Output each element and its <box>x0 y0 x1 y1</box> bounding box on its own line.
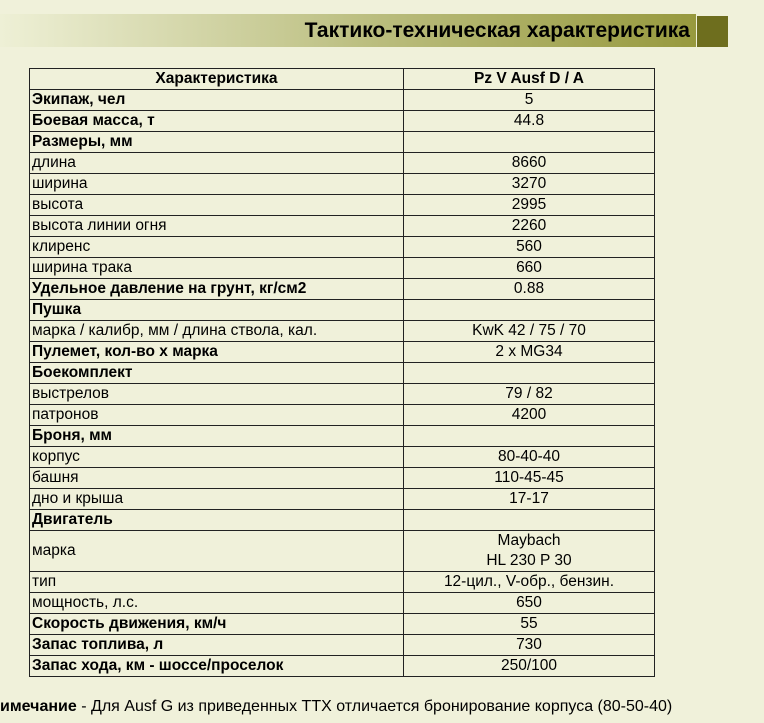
title-accent-block <box>697 16 728 47</box>
spec-value: 250/100 <box>404 656 655 677</box>
spec-value <box>404 132 655 153</box>
table-row <box>30 153 655 174</box>
table-row <box>30 321 655 342</box>
table-row <box>30 174 655 195</box>
spec-value: 2995 <box>404 195 655 216</box>
spec-label: высота линии огня <box>30 216 404 237</box>
spec-value: 660 <box>404 258 655 279</box>
table-row <box>30 635 655 656</box>
spec-value: KwK 42 / 75 / 70 <box>404 321 655 342</box>
spec-value: 110-45-45 <box>404 468 655 489</box>
spec-label: Запас хода, км - шоссе/проселок <box>30 656 404 677</box>
spec-value: 12-цил., V-обр., бензин. <box>404 572 655 593</box>
spec-value-line-1: Maybach <box>497 532 561 549</box>
table-row <box>30 111 655 132</box>
spec-label: марка / калибр, мм / длина ствола, кал. <box>30 321 404 342</box>
spec-label: выстрелов <box>30 384 404 405</box>
spec-label: Удельное давление на грунт, кг/см2 <box>30 279 404 300</box>
table-row <box>30 384 655 405</box>
table-header-row <box>30 69 655 90</box>
table-row <box>30 593 655 614</box>
spec-value: 8660 <box>404 153 655 174</box>
spec-value-line-2: HL 230 P 30 <box>486 552 572 569</box>
spec-value: 650 <box>404 593 655 614</box>
spec-label: башня <box>30 468 404 489</box>
table-row <box>30 237 655 258</box>
title-bar <box>0 14 696 47</box>
table-row <box>30 342 655 363</box>
table-row <box>30 614 655 635</box>
table-row <box>30 132 655 153</box>
page-title: Тактико-техническая характеристика <box>304 19 690 42</box>
spec-label: Размеры, мм <box>30 132 404 153</box>
column-header-characteristic: Характеристика <box>30 69 404 90</box>
table-row <box>30 489 655 510</box>
spec-label: Боекомплект <box>30 363 404 384</box>
spec-value <box>404 510 655 531</box>
spec-value: 2260 <box>404 216 655 237</box>
spec-label: корпус <box>30 447 404 468</box>
spec-value <box>404 531 655 572</box>
spec-value: 560 <box>404 237 655 258</box>
spec-value <box>404 426 655 447</box>
table-row <box>30 195 655 216</box>
spec-value: 79 / 82 <box>404 384 655 405</box>
specs-table-body <box>30 90 655 677</box>
spec-label: патронов <box>30 405 404 426</box>
spec-value: 80-40-40 <box>404 447 655 468</box>
table-row <box>30 258 655 279</box>
spec-label: Пулемет, кол-во x марка <box>30 342 404 363</box>
spec-label: тип <box>30 572 404 593</box>
spec-label: Скорость движения, км/ч <box>30 614 404 635</box>
footnote-label: имечание <box>0 698 77 715</box>
table-row <box>30 300 655 321</box>
spec-label: Боевая масса, т <box>30 111 404 132</box>
table-row <box>30 656 655 677</box>
table-row <box>30 426 655 447</box>
spec-label: клиренс <box>30 237 404 258</box>
spec-value: 5 <box>404 90 655 111</box>
spec-value: 730 <box>404 635 655 656</box>
spec-value: 0.88 <box>404 279 655 300</box>
spec-label: дно и крыша <box>30 489 404 510</box>
spec-label: Пушка <box>30 300 404 321</box>
spec-label: ширина трака <box>30 258 404 279</box>
table-row <box>30 405 655 426</box>
spec-value: 4200 <box>404 405 655 426</box>
table-row <box>30 572 655 593</box>
table-row <box>30 216 655 237</box>
spec-value: 44.8 <box>404 111 655 132</box>
table-row <box>30 468 655 489</box>
spec-label: Броня, мм <box>30 426 404 447</box>
spec-label: Двигатель <box>30 510 404 531</box>
footnote <box>0 697 672 717</box>
spec-label: Экипаж, чел <box>30 90 404 111</box>
table-row <box>30 90 655 111</box>
table-row <box>30 531 655 572</box>
footnote-text: - Для Ausf G из приведенных ТТХ отличается бронирование корпуса (80-50-40) <box>76 698 673 715</box>
spec-value: 55 <box>404 614 655 635</box>
spec-label: высота <box>30 195 404 216</box>
spec-label: мощность, л.с. <box>30 593 404 614</box>
spec-value: 17-17 <box>404 489 655 510</box>
spec-value <box>404 300 655 321</box>
spec-value <box>404 363 655 384</box>
column-header-model: Pz V Ausf D / A <box>404 69 655 90</box>
spec-label: ширина <box>30 174 404 195</box>
table-row <box>30 363 655 384</box>
spec-value: 3270 <box>404 174 655 195</box>
table-row <box>30 279 655 300</box>
specs-table <box>29 68 655 677</box>
spec-label: длина <box>30 153 404 174</box>
table-row <box>30 447 655 468</box>
table-row <box>30 510 655 531</box>
spec-label: Запас топлива, л <box>30 635 404 656</box>
spec-value: 2 x MG34 <box>404 342 655 363</box>
spec-label: марка <box>30 531 404 572</box>
